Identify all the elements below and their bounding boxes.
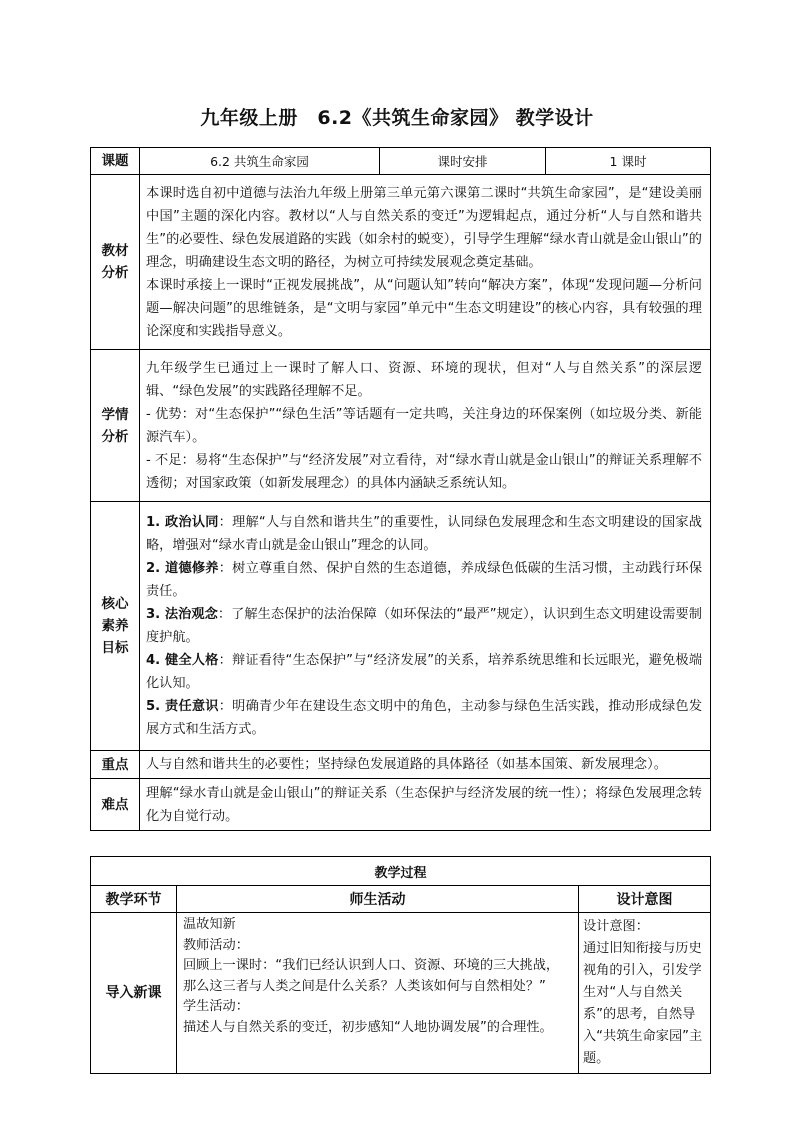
students-label bbox=[91, 350, 140, 502]
difficulties-row bbox=[91, 779, 711, 831]
intent-line: 通过旧知衔接与历史视角的引入，引发学生对“人与自然关系”的思考，自然导入“共筑生命家园”主题。 bbox=[583, 941, 703, 1066]
literacy-label-line3: 目标 bbox=[101, 640, 129, 656]
material-label bbox=[91, 175, 140, 350]
activity-line: 教师活动： bbox=[183, 937, 249, 953]
material-label-line1: 教材 bbox=[101, 243, 129, 259]
literacy-item-text: ：明确青少年在建设生态文明中的角色，主动参与绿色生活实践，推动形成绿色发展方式和生活方式。 bbox=[146, 699, 703, 737]
process-header-row bbox=[91, 886, 711, 913]
schedule-label: 课时安排 bbox=[380, 148, 546, 175]
key-points-row bbox=[91, 751, 711, 779]
literacy-item-text: ：了解生态保护的法治保障（如环保法的“最严”规定），认识到生态文明建设需要制度护航。 bbox=[146, 607, 702, 645]
document-title: 九年级上册 6.2《共筑生命家园》 教学设计 bbox=[200, 107, 594, 129]
difficulties-label: 难点 bbox=[91, 779, 140, 831]
literacy-content bbox=[140, 502, 711, 751]
students-para-1: 九年级学生已通过上一课时了解人口、资源、环境的现状，但对“人与自然关系”的深层逻辑、“绿色发展”的实践路径理解不足。 bbox=[146, 360, 702, 399]
literacy-label-line2: 素养 bbox=[101, 618, 129, 634]
students-label-line1: 学情 bbox=[101, 406, 129, 423]
schedule-value: 1 课时 bbox=[546, 148, 711, 175]
material-content bbox=[140, 175, 711, 350]
material-label-line2: 分析 bbox=[101, 265, 129, 281]
literacy-item bbox=[146, 603, 702, 649]
activity-line: 温故知新 bbox=[183, 917, 236, 932]
literacy-item-head: 2. 道德修养 bbox=[146, 561, 219, 576]
literacy-item-text: ：理解“人与自然和谐共生”的重要性，认同绿色发展理念和生态文明建设的国家战略，增强对“绿水青山就是金山银山”理念的认同。 bbox=[146, 515, 702, 553]
literacy-item-text: ：辩证看待“生态保护”与“经济发展”的关系，培养系统思维和长远眼光，避免极端化认知。 bbox=[146, 653, 703, 691]
literacy-item bbox=[146, 511, 702, 557]
topic-value: 6.2 共筑生命家园 bbox=[140, 148, 380, 175]
literacy-item-head: 5. 责任意识 bbox=[146, 699, 219, 714]
literacy-item-head: 3. 法治观念 bbox=[146, 607, 218, 622]
literacy-item bbox=[146, 695, 702, 741]
intent-line: 设计意图： bbox=[583, 919, 649, 934]
literacy-item bbox=[146, 557, 702, 603]
students-para-2: - 优势：对“生态保护”“绿色生活”等话题有一定共鸣，关注身边的环保案例（如垃圾分类、新能源汽车）。 bbox=[146, 406, 702, 445]
process-title: 教学过程 bbox=[91, 857, 711, 886]
material-row bbox=[91, 175, 711, 350]
students-label-line2: 分析 bbox=[101, 428, 129, 445]
teaching-process-table bbox=[90, 856, 711, 1074]
col-activity-header: 师生活动 bbox=[177, 886, 579, 913]
students-content bbox=[140, 350, 711, 502]
process-row-intro bbox=[91, 913, 711, 1074]
difficulties-content: 理解“绿水青山就是金山银山”的辩证关系（生态保护与经济发展的统一性）；将绿色发展理念转化为自觉行动。 bbox=[140, 779, 711, 831]
stage-cell: 导入新课 bbox=[91, 913, 177, 1074]
key-points-label: 重点 bbox=[91, 751, 140, 779]
students-para-3: - 不足：易将“生态保护”与“经济发展”对立看待，对“绿水青山就是金山银山”的辩证关系理解不透彻；对国家政策（如新发展理念）的具体内涵缺乏系统认知。 bbox=[146, 452, 702, 491]
literacy-row bbox=[91, 502, 711, 751]
activity-cell bbox=[177, 913, 579, 1074]
literacy-item bbox=[146, 649, 702, 695]
topic-row bbox=[91, 148, 711, 175]
literacy-item-text: ：树立尊重自然、保护自然的生态道德，养成绿色低碳的生活习惯，主动践行环保责任。 bbox=[146, 561, 703, 599]
material-para-1: 本课时选自初中道德与法治九年级上册第三单元第六课第二课时“共筑生命家园”，是“建设美丽中国”主题的深化内容。教材以“人与自然关系的变迁”为逻辑起点，通过分析“人与自然和谐共生”的必要性、绿色发展道路的实践（如余村的蜕变），引导学生理解“绿水青山就是金山银山”的理念，明确建设生态文明的路径，为树立可持续发展观念奠定基础。 bbox=[146, 185, 702, 270]
literacy-label bbox=[91, 502, 140, 751]
col-intent-header: 设计意图 bbox=[579, 886, 711, 913]
material-para-2: 本课时承接上一课时“正视发展挑战”，从“问题认知”转向“解决方案”，体现“发现问题—分析问题—解决问题”的思维链条，是“文明与家园”单元中“生态文明建设”的核心内容，具有较强的理论深度和实践指导意义。 bbox=[146, 277, 702, 339]
intent-cell bbox=[579, 913, 711, 1074]
activity-line: 学生活动： bbox=[183, 999, 249, 1014]
process-title-row bbox=[91, 857, 711, 886]
activity-line: 回顾上一课时：“我们已经认识到人口、资源、环境的三大挑战，那么这三者与人类之间是什么关系？人类该如何与自然相处？” bbox=[183, 958, 560, 994]
literacy-label-line1: 核心 bbox=[101, 596, 129, 612]
key-points-content: 人与自然和谐共生的必要性；坚持绿色发展道路的具体路径（如基本国策、新发展理念）。 bbox=[140, 751, 711, 779]
literacy-item-head: 4. 健全人格 bbox=[146, 653, 219, 668]
activity-line: 描述人与自然关系的变迁，初步感知“人地协调发展”的合理性。 bbox=[183, 1019, 553, 1035]
literacy-item-head: 1. 政治认同 bbox=[146, 515, 219, 530]
lesson-info-table bbox=[90, 147, 711, 831]
topic-label: 课题 bbox=[91, 148, 140, 175]
col-stage-header: 教学环节 bbox=[91, 886, 177, 913]
students-row bbox=[91, 350, 711, 502]
